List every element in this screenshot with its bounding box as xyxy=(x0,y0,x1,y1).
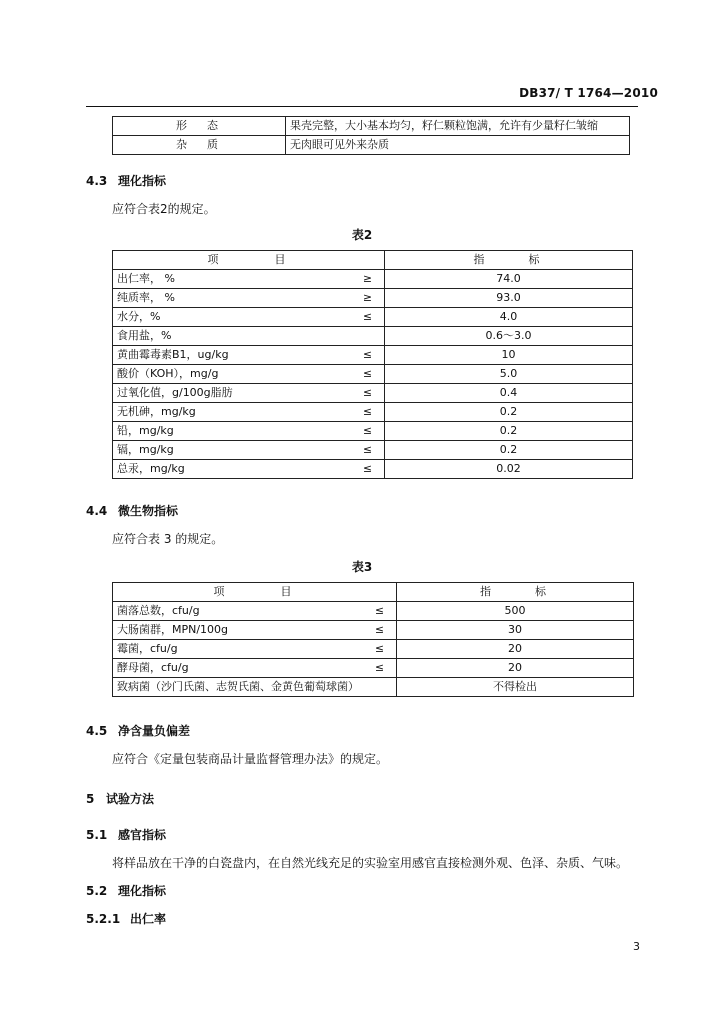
table-cell-item: 大肠菌群，MPN/100g xyxy=(113,621,364,640)
table-row xyxy=(113,327,633,346)
section-title: 净含量负偏差 xyxy=(118,724,191,738)
table-row xyxy=(113,403,633,422)
section-title: 试验方法 xyxy=(106,792,155,806)
column-header-value: 指标 xyxy=(397,583,634,602)
table-cell-operator: ≥ xyxy=(351,289,385,308)
table-cell-item: 镉，mg/kg xyxy=(113,441,352,460)
table-cell-operator: ≤ xyxy=(351,365,385,384)
section-number: 5.1 xyxy=(86,828,108,842)
table-header-row xyxy=(113,251,633,270)
table-cell-operator xyxy=(351,327,385,346)
section-title: 微生物指标 xyxy=(118,504,179,518)
section-number: 4.5 xyxy=(86,724,108,738)
header-rule xyxy=(86,106,638,107)
table3-caption: 表3 xyxy=(351,560,373,574)
table-cell-value: 20 xyxy=(397,659,634,678)
table-cell-value: 0.02 xyxy=(385,460,633,479)
table-cell-item: 铅，mg/kg xyxy=(113,422,352,441)
table-cell-operator: ≤ xyxy=(351,460,385,479)
table-row xyxy=(113,422,633,441)
section-title: 感官指标 xyxy=(118,828,167,842)
table-cell-item: 纯质率， % xyxy=(113,289,352,308)
section-title: 理化指标 xyxy=(118,174,167,188)
table-header-row xyxy=(113,583,634,602)
section-4-5-heading xyxy=(86,722,190,739)
table-cell-value: 0.6～3.0 xyxy=(385,327,633,346)
table-cell-item: 菌落总数，cfu/g xyxy=(113,602,364,621)
sensory-table xyxy=(112,116,630,155)
section-5-2-heading xyxy=(86,882,166,899)
table-cell-operator: ≤ xyxy=(351,384,385,403)
table-cell-value: 74.0 xyxy=(385,270,633,289)
column-header-value: 指标 xyxy=(385,251,633,270)
table-row xyxy=(113,365,633,384)
section-4-4-heading xyxy=(86,502,178,519)
table-row xyxy=(113,640,634,659)
table-cell-item: 酸价（KOH），mg/g xyxy=(113,365,352,384)
table2-caption: 表2 xyxy=(351,228,373,242)
section-4-3-heading xyxy=(86,172,166,189)
table-row xyxy=(113,460,633,479)
table-cell-item: 无机砷，mg/kg xyxy=(113,403,352,422)
section-title: 理化指标 xyxy=(118,884,167,898)
table-cell-operator: ≤ xyxy=(351,308,385,327)
section-5-1-text: 将样品放在干净的白瓷盘内，在自然光线充足的实验室用感官直接检测外观、色泽、杂质、气味。 xyxy=(112,856,629,870)
section-5-heading xyxy=(86,790,154,807)
table-cell-value: 93.0 xyxy=(385,289,633,308)
table-cell-item: 霉菌，cfu/g xyxy=(113,640,364,659)
table-cell-item: 酵母菌，cfu/g xyxy=(113,659,364,678)
table-cell-operator: ≤ xyxy=(351,346,385,365)
table-cell-value: 不得检出 xyxy=(397,678,634,697)
table-cell-operator: ≥ xyxy=(351,270,385,289)
table-row xyxy=(113,308,633,327)
table-cell-value: 20 xyxy=(397,640,634,659)
table-row xyxy=(113,289,633,308)
table-cell-operator: ≤ xyxy=(363,602,397,621)
section-number: 4.3 xyxy=(86,174,108,188)
table-cell-item: 黄曲霉毒素B1，ug/kg xyxy=(113,346,352,365)
table-row xyxy=(113,117,630,136)
table-cell-value: 4.0 xyxy=(385,308,633,327)
column-header-item: 项目 xyxy=(113,251,385,270)
section-number: 4.4 xyxy=(86,504,108,518)
table-cell-operator: ≤ xyxy=(351,403,385,422)
section-4-4-text: 应符合表 3 的规定。 xyxy=(112,532,224,546)
section-number: 5.2.1 xyxy=(86,912,121,926)
table-cell-operator: ≤ xyxy=(363,621,397,640)
page-number: 3 xyxy=(633,940,640,953)
table-cell-value: 0.2 xyxy=(385,441,633,460)
table-cell-item: 过氧化值，g/100g脂肪 xyxy=(113,384,352,403)
table-cell-value: 10 xyxy=(385,346,633,365)
table-cell-item: 食用盐，% xyxy=(113,327,352,346)
table-cell-key: 杂质 xyxy=(113,136,286,155)
table-row xyxy=(113,346,633,365)
table-cell-value: 30 xyxy=(397,621,634,640)
section-5-2-1-heading xyxy=(86,910,166,927)
table-row xyxy=(113,602,634,621)
table-cell-value: 5.0 xyxy=(385,365,633,384)
table-cell-value: 果壳完整，大小基本均匀，籽仁颗粒饱满，允许有少量籽仁皱缩 xyxy=(286,117,630,136)
table-cell-key: 形态 xyxy=(113,117,286,136)
section-4-3-text: 应符合表2的规定。 xyxy=(112,202,216,216)
table-cell-operator: ≤ xyxy=(351,422,385,441)
table-row xyxy=(113,441,633,460)
table-row xyxy=(113,678,634,697)
table-row xyxy=(113,621,634,640)
standard-code: DB37/ T 1764—2010 xyxy=(519,86,658,100)
table-row xyxy=(113,136,630,155)
section-4-5-text: 应符合《定量包装商品计量监督管理办法》的规定。 xyxy=(112,752,389,766)
table-cell-operator: ≤ xyxy=(363,659,397,678)
table-cell-value: 0.2 xyxy=(385,403,633,422)
table-cell-value: 0.4 xyxy=(385,384,633,403)
table-cell-operator: ≤ xyxy=(351,441,385,460)
table-cell-value: 500 xyxy=(397,602,634,621)
table-row xyxy=(113,659,634,678)
section-number: 5 xyxy=(86,792,95,806)
physchem-table xyxy=(112,250,633,479)
table-cell-item: 总汞，mg/kg xyxy=(113,460,352,479)
microbe-table xyxy=(112,582,634,697)
table-cell-item: 水分，% xyxy=(113,308,352,327)
column-header-item: 项目 xyxy=(113,583,397,602)
table-cell-operator xyxy=(363,678,397,697)
table-row xyxy=(113,270,633,289)
section-title: 出仁率 xyxy=(130,912,167,926)
table-cell-item: 出仁率， % xyxy=(113,270,352,289)
table-cell-value: 无肉眼可见外来杂质 xyxy=(286,136,630,155)
section-5-1-heading xyxy=(86,826,166,843)
table-row xyxy=(113,384,633,403)
table-cell-item: 致病菌（沙门氏菌、志贺氏菌、金黄色葡萄球菌） xyxy=(113,678,364,697)
section-number: 5.2 xyxy=(86,884,108,898)
table-cell-operator: ≤ xyxy=(363,640,397,659)
table-cell-value: 0.2 xyxy=(385,422,633,441)
